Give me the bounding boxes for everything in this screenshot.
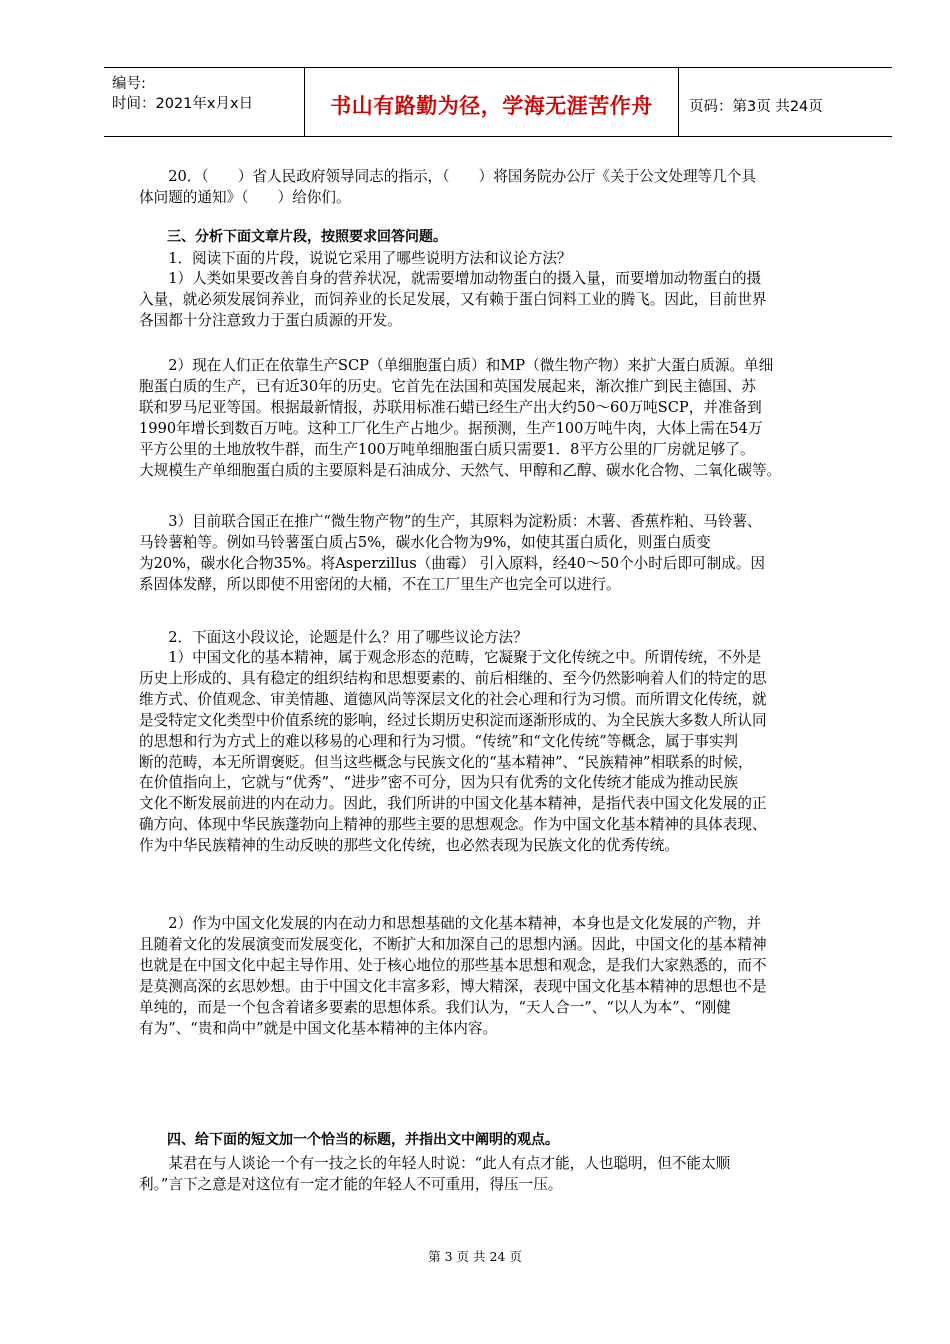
passage-6 [139,1154,861,1196]
text-line: 历史上形成的、具有稳定的组织结构和思想要素的、前后相继的、至今仍然影响着人们的特定的思 [139,669,767,687]
text-line: 是受特定文化类型中价值系统的影响，经过长期历史积淀而逐渐形成的、为全民族大多数人所认同 [139,711,767,729]
text-line: 20．（ ）省人民政府领导同志的指示，（ ）将国务院办公厅《关于公文处理等几个具 [139,168,756,185]
text-line: 大规模生产单细胞蛋白质的主要原料是石油成分、天然气、甲醇和乙醇、碳水化合物、二氧化碳等。 [139,461,782,479]
passage-2 [139,356,861,481]
text-line: 某君在与人谈论一个有一技之长的年轻人时说：“此人有点才能，人也聪明，但不能太顺 [139,1155,731,1172]
header-motto-cell [305,68,679,136]
text-line: 平方公里的土地放牧牛群，而生产100万吨单细胞蛋白质只需要1．8平方公里的厂房就足够了。 [139,440,755,458]
document-header [104,67,892,137]
passage-1 [139,269,861,332]
serial-number-label: 编号: [112,76,146,92]
passage-3 [139,512,861,596]
text-line: 确方向、体现中华民族蓬勃向上精神的那些主要的思想观念。作为中国文化基本精神的具体表现、 [139,816,767,834]
text-line: 利。”言下之意是对这位有一定才能的年轻人不可重用，得压一压。 [139,1175,563,1193]
motto-text: 书山有路勤为径，学海无涯苦作舟 [330,94,653,118]
text-line: 断的范畴，本无所谓褒贬。但当这些概念与民族文化的“基本精神”、“民族精神”相联系的时候， [139,753,753,771]
text-line: 2）现在人们正在依靠生产SCP（单细胞蛋白质）和MP（微生物产物）来扩大蛋白质源。单细 [139,357,774,374]
passage-5 [139,914,861,1039]
section-3-heading: 三、分析下面文章片段，按照要求回答问题。 [139,229,447,245]
text-line: 文化不断发展前进的内在动力。因此，我们所讲的中国文化基本精神，是指代表中国文化发展的正 [139,795,767,813]
text-line: 作为中华民族精神的生动反映的那些文化传统，也必然表现为民族文化的优秀传统。 [139,837,679,855]
page-footer: 第 3 页 共 24 页 [428,1249,522,1264]
text-line: 入量，就必须发展饲养业，而饲养业的长足发展，又有赖于蛋白饲料工业的腾飞。因此，目前世界 [139,290,767,308]
text-line: 联和罗马尼亚等国。根据最新情报，苏联用标准石蜡已经生产出大约50～60万吨SCP，并准备到 [139,398,762,416]
text-line: 1）人类如果要改善自身的营养状况，就需要增加动物蛋白的摄入量，而要增加动物蛋白的摄 [139,270,762,287]
text-line: 也就是在中国文化中起主导作用、处于核心地位的那些基本思想和观念，是我们大家熟悉的，而不 [139,956,767,974]
text-line: 各国都十分注意致力于蛋白质源的开发。 [139,311,402,329]
text-line: 是莫测高深的玄思妙想。由于中国文化丰富多彩，博大精深，表现中国文化基本精神的思想也不是 [139,977,767,995]
text-line: 的思想和行为方式上的难以移易的心理和行为习惯。“传统”和“文化传统”等概念，属于事实判 [139,732,739,750]
question-20 [139,167,861,209]
section-3-question-2: 2．下面这小段议论，论题是什么？用了哪些议论方法？ [139,629,528,646]
text-line: 维方式、价值观念、审美情趣、道德风尚等深层文化的社会心理和行为习惯。而所谓文化传统，就 [139,690,767,708]
section-3-question-1: 1．阅读下面的片段，说说它采用了哪些说明方法和议论方法？ [139,250,572,267]
header-info-cell [104,68,305,136]
text-line: 1990年增长到数百万吨。这种工厂化生产占地少。据预测，生产100万吨牛肉，大体上需在54万 [139,419,763,437]
header-page-cell [679,68,892,136]
text-line: 在价值指向上，它就与“优秀”、“进步”密不可分，因为只有优秀的文化传统才能成为推动民族 [139,774,739,792]
text-line: 且随着文化的发展演变而发展变化，不断扩大和加深自己的思想内涵。因此，中国文化的基本精神 [139,935,767,953]
text-line: 有为”、“贵和尚中”就是中国文化基本精神的主体内容。 [139,1019,498,1037]
text-line: 1）中国文化的基本精神，属于观念形态的范畴，它凝聚于文化传统之中。所谓传统，不外是 [139,649,762,666]
text-line: 马铃薯粕等。例如马铃薯蛋白质占5%，碳水化合物为9%，如使其蛋白质化，则蛋白质变 [139,533,711,551]
text-line: 2）作为中国文化发展的内在动力和思想基础的文化基本精神，本身也是文化发展的产物，并 [139,915,762,932]
text-line: 系固体发酵，所以即使不用密闭的大桶，不在工厂里生产也完全可以进行。 [139,575,621,593]
text-line: 为20%，碳水化合物35%。将Asperzillus（曲霉） 引入原料，经40～50个小时后即可制成。因 [139,554,766,572]
date-label: 时间：2021年x月x日 [112,96,254,112]
passage-4 [139,648,861,857]
text-line: 单纯的，而是一个包含着诸多要素的思想体系。我们认为，“天人合一”、“以人为本”、“刚健 [139,998,731,1016]
text-line: 3）目前联合国正在推广“微生物产物”的生产，其原料为淀粉质：木薯、香蕉柞粕、马铃薯、 [139,513,762,530]
section-4-heading: 四、给下面的短文加一个恰当的标题，并指出文中阐明的观点。 [139,1132,559,1148]
page-number-label: 页码：第3页 共24页 [689,99,823,115]
text-line: 胞蛋白质的生产，已有近30年的历史。它首先在法国和英国发展起来，渐次推广到民主德国、苏 [139,377,756,395]
text-line: 体问题的通知》（ ）给你们。 [139,188,351,206]
